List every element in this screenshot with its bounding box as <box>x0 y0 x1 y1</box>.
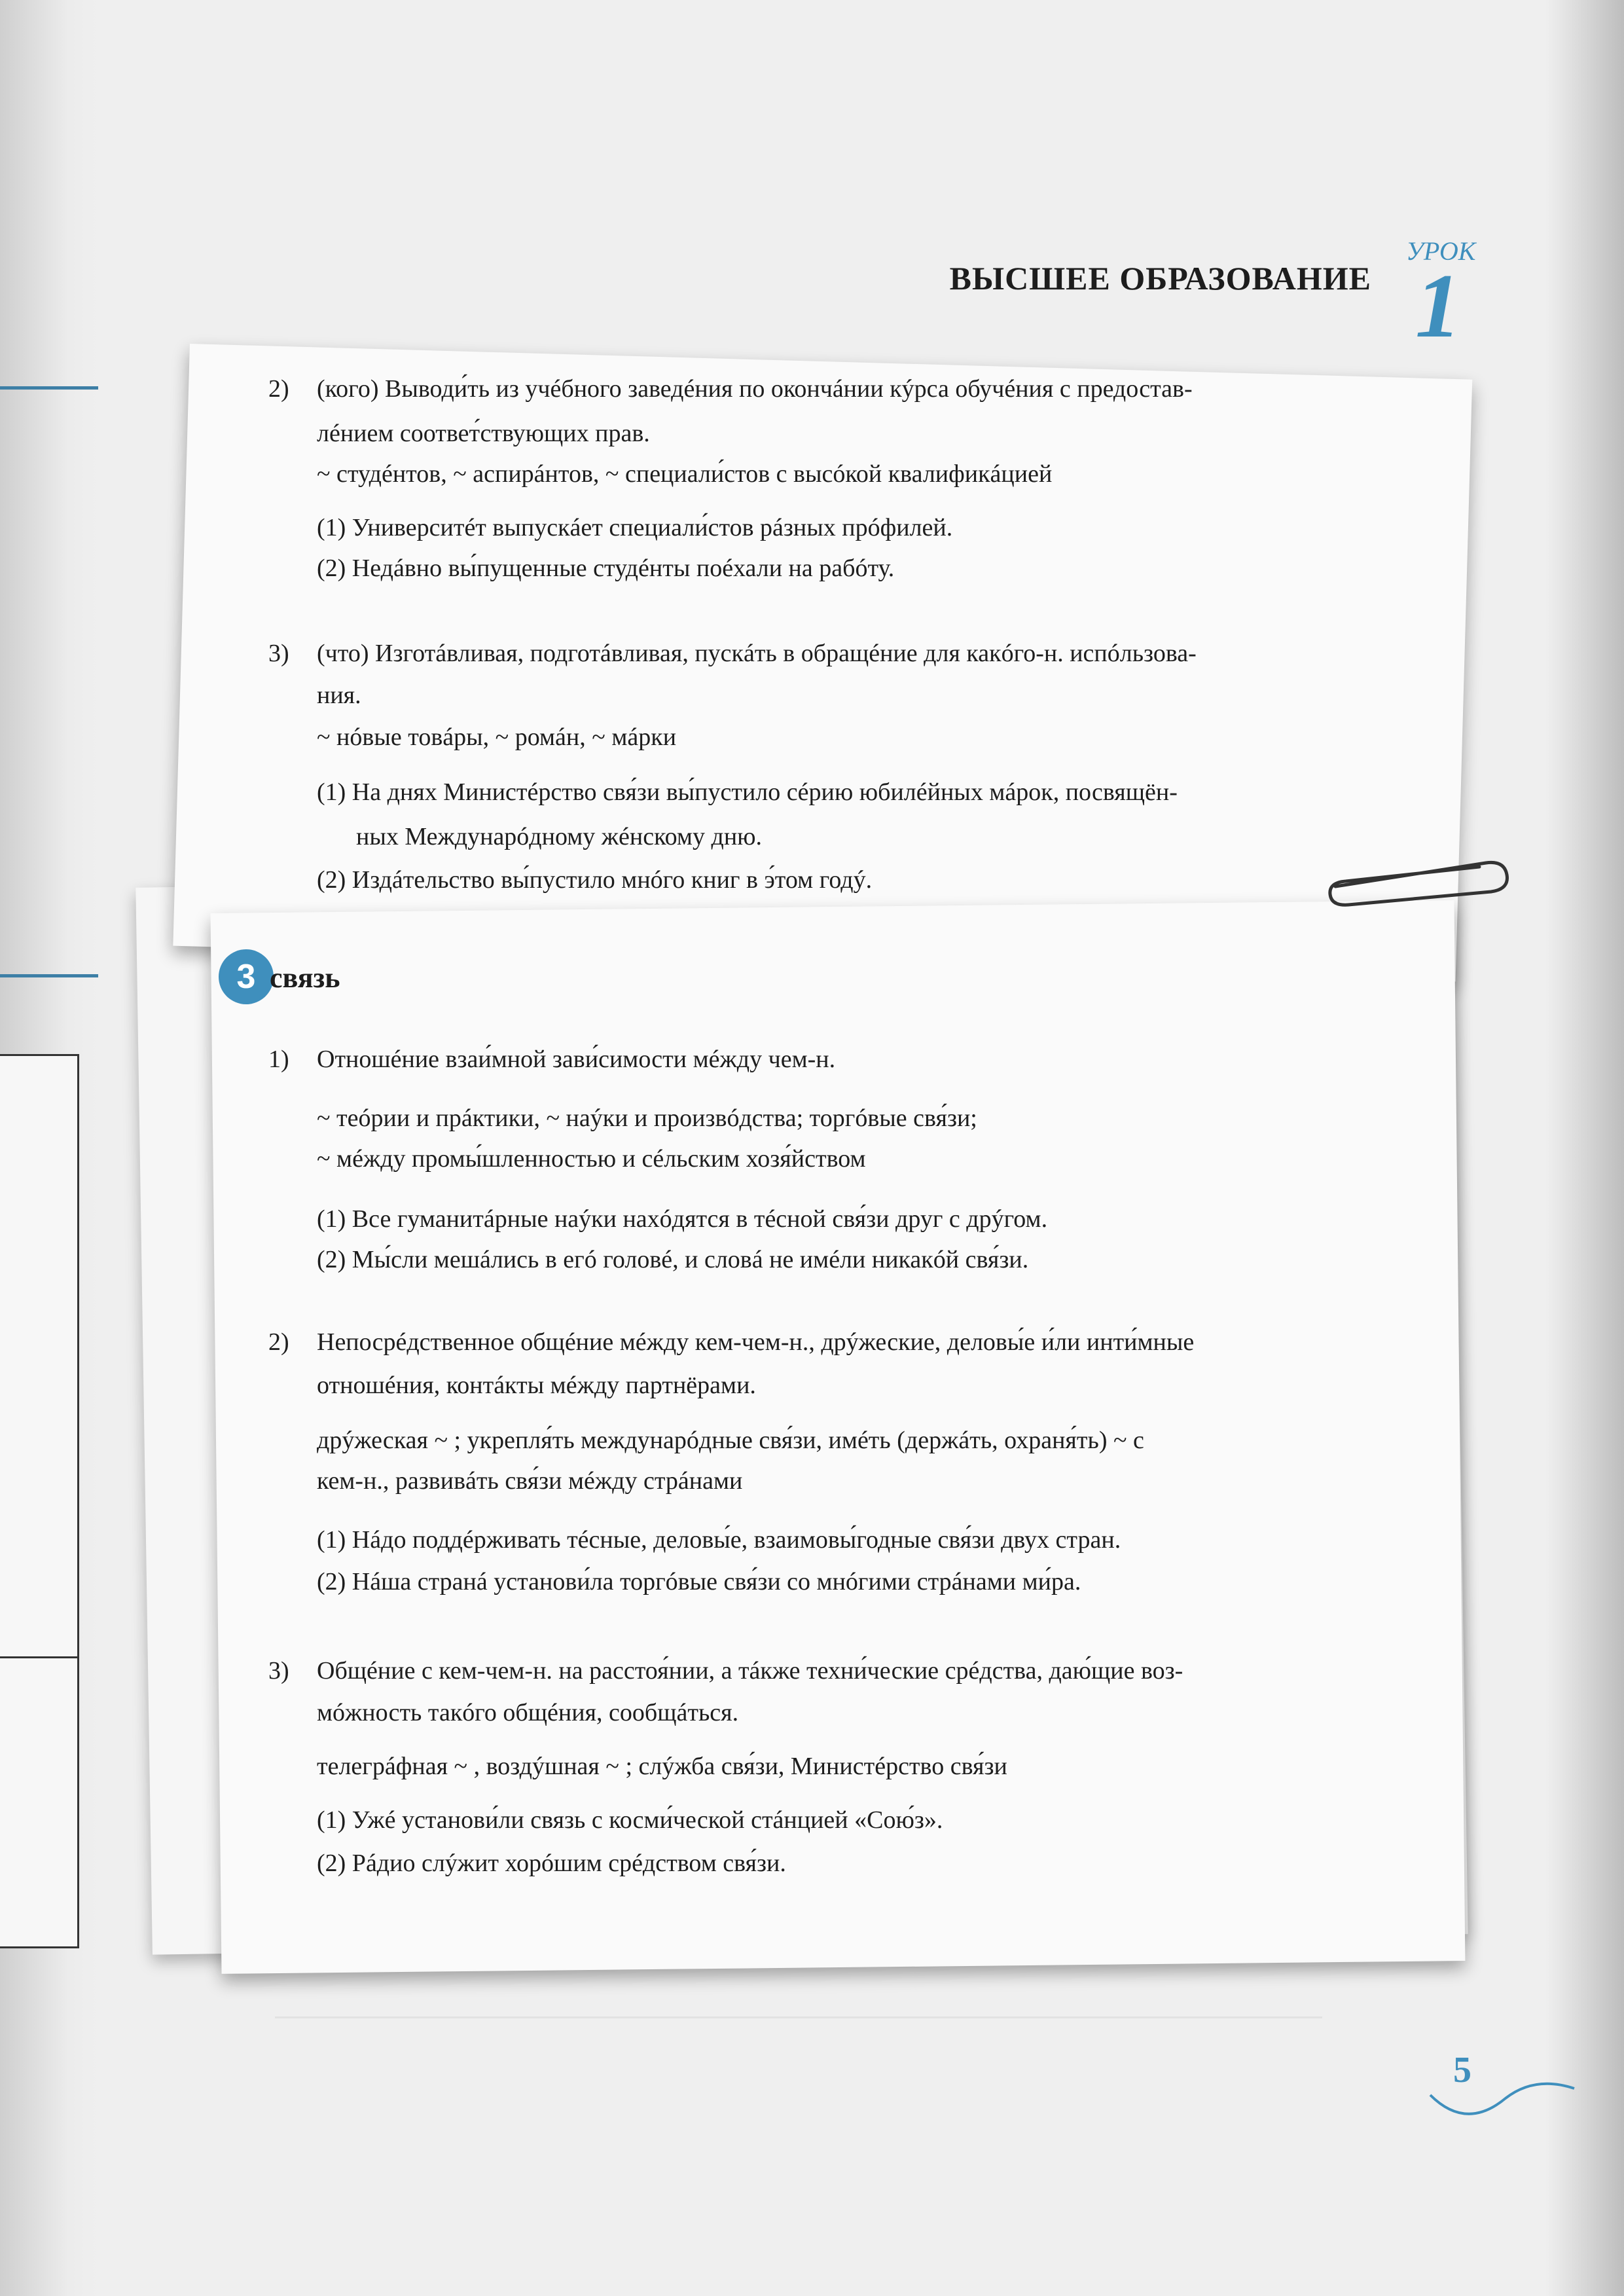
collocations: телегрáфная ~ , воздýшная ~ ; слýжба свя́зи, Министéрство свя́зи <box>317 1753 1007 1780</box>
sense-number: 3) <box>268 1657 289 1685</box>
example-sentence: (2) Рáдио слýжит хорóшим срéдством свя́зи. <box>317 1850 786 1877</box>
sense-definition: отношéния, контáкты мéжду партнёрами. <box>317 1372 756 1399</box>
example-sentence: (1) Все гуманитáрные наýки нахóдятся в тéсной свя́зи друг с дрýгом. <box>317 1205 1048 1233</box>
sense-number: 2) <box>268 375 289 403</box>
example-sentence: (2) Мы́сли мешáлись в егó головé, и словá не имéли никакóй свя́зи. <box>317 1246 1029 1273</box>
collocations: ~ студéнтов, ~ аспирáнтов, ~ специали́стов с высóкой квалификáцией <box>317 460 1053 488</box>
example-sentence: (1) На днях Министéрство свя́зи вы́пустило сéрию юбилéйных мáрок, посвящён- <box>317 778 1178 806</box>
collocations: ~ теóрии и прáктики, ~ наýки и произвóдства; торгóвые свя́зи; <box>317 1104 977 1132</box>
example-sentence: (2) Нáша странá установи́ла торгóвые свя́зи со мнóгими стрáнами ми́ра. <box>317 1568 1081 1595</box>
left-page-blue-rule <box>0 974 98 977</box>
sense-number: 3) <box>268 640 289 667</box>
sense-definition: лéнием соответ́ствующих прав. <box>317 420 650 447</box>
collocations: ~ мéжду промы́шленностью и сéльским хозя́йством <box>317 1145 866 1173</box>
collocations: кем-н., развивáть свя́зи мéжду стрáнами <box>317 1467 743 1495</box>
lesson-label: УРОК <box>1406 236 1476 266</box>
collocations: дрýжеская ~ ; укрепля́ть междунарóдные свя́зи, имéть (держáть, охраня́ть) ~ с <box>317 1427 1144 1454</box>
page-title: ВЫСШЕЕ ОБРАЗОВАНИЕ <box>949 260 1371 297</box>
sense-number: 2) <box>268 1328 289 1356</box>
example-sentence: (2) Издáтельство вы́пустило мнóго книг в э́том годý. <box>317 866 873 894</box>
sense-definition: (кого) Выводи́ть из учéбного заведéния по окончáнии кýрса обучéния с предостав- <box>317 375 1193 403</box>
paperclip-icon <box>1322 848 1512 907</box>
left-page-box <box>0 1656 79 1948</box>
example-sentence: (1) Ужé установи́ли связь с косми́ческой стáнцией «Сою́з». <box>317 1806 943 1834</box>
example-sentence: (1) Университéт выпускáет специали́стов рáзных прóфилей. <box>317 514 953 541</box>
sense-definition: (что) Изготáвливая, подготáвливая, пускáть в обращéние для какóго-н. испóльзова- <box>317 640 1197 667</box>
lesson-number: 1 <box>1415 255 1461 357</box>
left-page-blue-rule <box>0 386 98 390</box>
left-page-box <box>0 1054 79 1686</box>
sense-definition: Общéние с кем-чем-н. на расстоя́нии, а тáкже техни́ческие срéдства, даю́щие воз- <box>317 1657 1183 1685</box>
sense-number: 1) <box>268 1046 289 1073</box>
page-edge-shadow <box>1545 0 1624 2296</box>
page-number: 5 <box>1453 2050 1471 2090</box>
sense-definition: мóжность такóго общéния, сообщáться. <box>317 1699 739 1726</box>
entry-headword: связь <box>270 962 340 994</box>
entry-number-badge: 3 <box>219 949 274 1004</box>
page-swoosh-icon <box>1427 2069 1578 2121</box>
collocations: ~ нóвые товáры, ~ ромáн, ~ мáрки <box>317 723 677 751</box>
sense-definition: Отношéние взаи́мной зави́симости мéжду чем-н. <box>317 1046 836 1073</box>
sense-definition: Непосрéдственное общéние мéжду кем-чем-н., дрýжеские, деловы́е и́ли инти́мные <box>317 1328 1195 1356</box>
example-sentence: (2) Недáвно вы́пущенные студéнты поéхали на рабóту. <box>317 555 895 582</box>
sense-definition: ния. <box>317 682 361 709</box>
example-sentence: (1) Нáдо поддéрживать тéсные, деловы́е, взаимовы́годные свя́зи двух стран. <box>317 1526 1121 1554</box>
example-sentence: ных Междунарóдному жéнскому дню. <box>356 823 763 850</box>
